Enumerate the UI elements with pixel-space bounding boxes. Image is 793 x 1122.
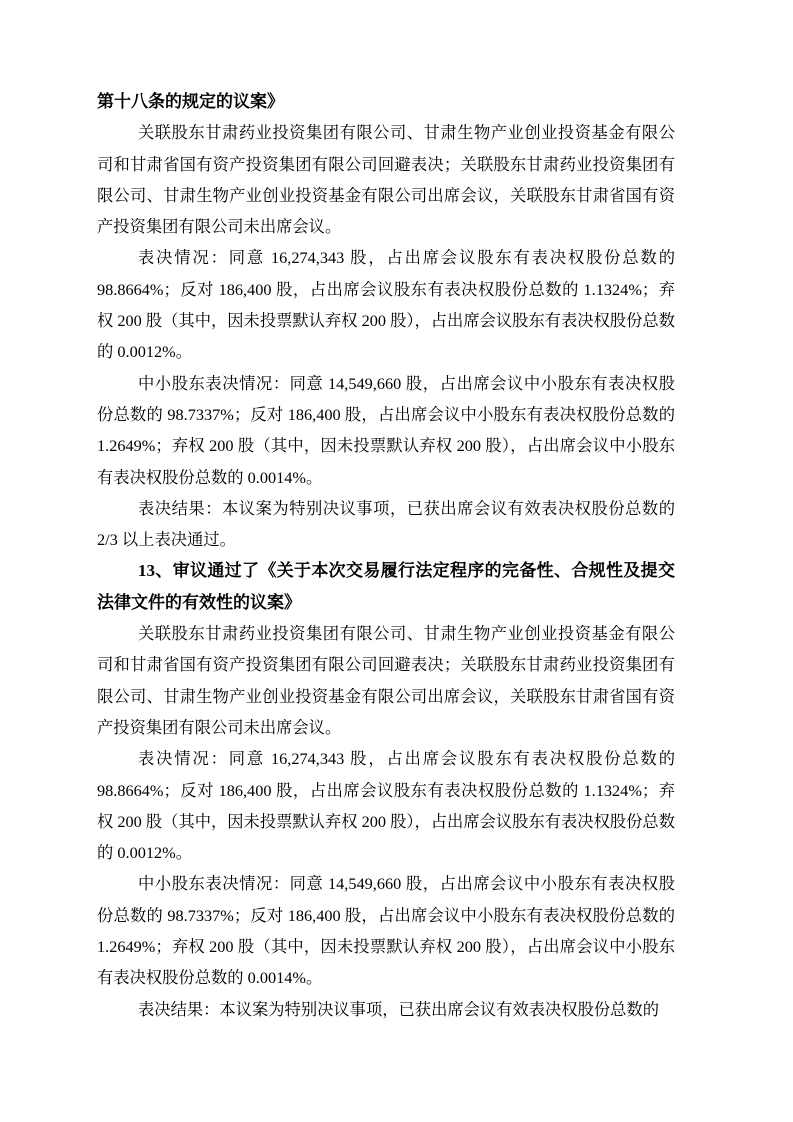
paragraph-related-shareholders-recusal-2: 关联股东甘肃药业投资集团有限公司、甘肃生物产业创业投资基金有限公司和甘肃省国有资产投资集团有限公司回避表决；关联股东甘肃药业投资集团有限公司、甘肃生物产业创业投资基金有限公司出席会议，关联股东甘肃省国有资产投资集团有限公司未出席会议。 <box>97 624 675 737</box>
paragraph-voting-result-1: 表决情况：同意 16,274,343 股，占出席会议股东有表决权股份总数的 98.8664%；反对 186,400 股，占出席会议股东有表决权股份总数的 1.1324%；弃权 200 股（其中，因未投票默认弃权 200 股），占出席会议股东有表决权股份总数的 0.0012%。 <box>97 248 675 362</box>
paragraph-minority-shareholders-voting-1: 中小股东表决情况：同意 14,549,660 股，占出席会议中小股东有表决权股份总数的 98.7337%；反对 186,400 股，占出席会议中小股东有表决权股份总数的 1.2649%；弃权 200 股（其中，因未投票默认弃权 200 股），占出席会议中小股东有表决权股份总数的 0.0014%。 <box>97 373 675 487</box>
paragraph-related-shareholders-recusal-1: 关联股东甘肃药业投资集团有限公司、甘肃生物产业创业投资基金有限公司和甘肃省国有资产投资集团有限公司回避表决；关联股东甘肃药业投资集团有限公司、甘肃生物产业创业投资基金有限公司出席会议，关联股东甘肃省国有资产投资集团有限公司未出席会议。 <box>97 123 675 237</box>
paragraph-voting-result-2: 表决情况：同意 16,274,343 股，占出席会议股东有表决权股份总数的 98.8664%；反对 186,400 股，占出席会议股东有表决权股份总数的 1.1324%；弃权 200 股（其中，因未投票默认弃权 200 股），占出席会议股东有表决权股份总数的 0.0012%。 <box>97 749 675 863</box>
paragraph-resolution-passed-2-partial: 表决结果：本议案为特别决议事项，已获出席会议有效表决权股份总数的 <box>138 999 660 1019</box>
heading-proposal-13: 13、审议通过了《关于本次交易履行法定程序的完备性、合规性及提交法律文件的有效性的议案》 <box>97 561 675 612</box>
paragraph-minority-shareholders-voting-2: 中小股东表决情况：同意 14,549,660 股，占出席会议中小股东有表决权股份总数的 98.7337%；反对 186,400 股，占出席会议中小股东有表决权股份总数的 1.2649%；弃权 200 股（其中，因未投票默认弃权 200 股），占出席会议中小股东有表决权股份总数的 0.0014%。 <box>97 874 675 988</box>
paragraph-resolution-passed-1: 表决结果：本议案为特别决议事项，已获出席会议有效表决权股份总数的 2/3 以上表决通过。 <box>97 498 675 550</box>
heading-clause-18-continuation: 第十八条的规定的议案》 <box>97 92 284 111</box>
